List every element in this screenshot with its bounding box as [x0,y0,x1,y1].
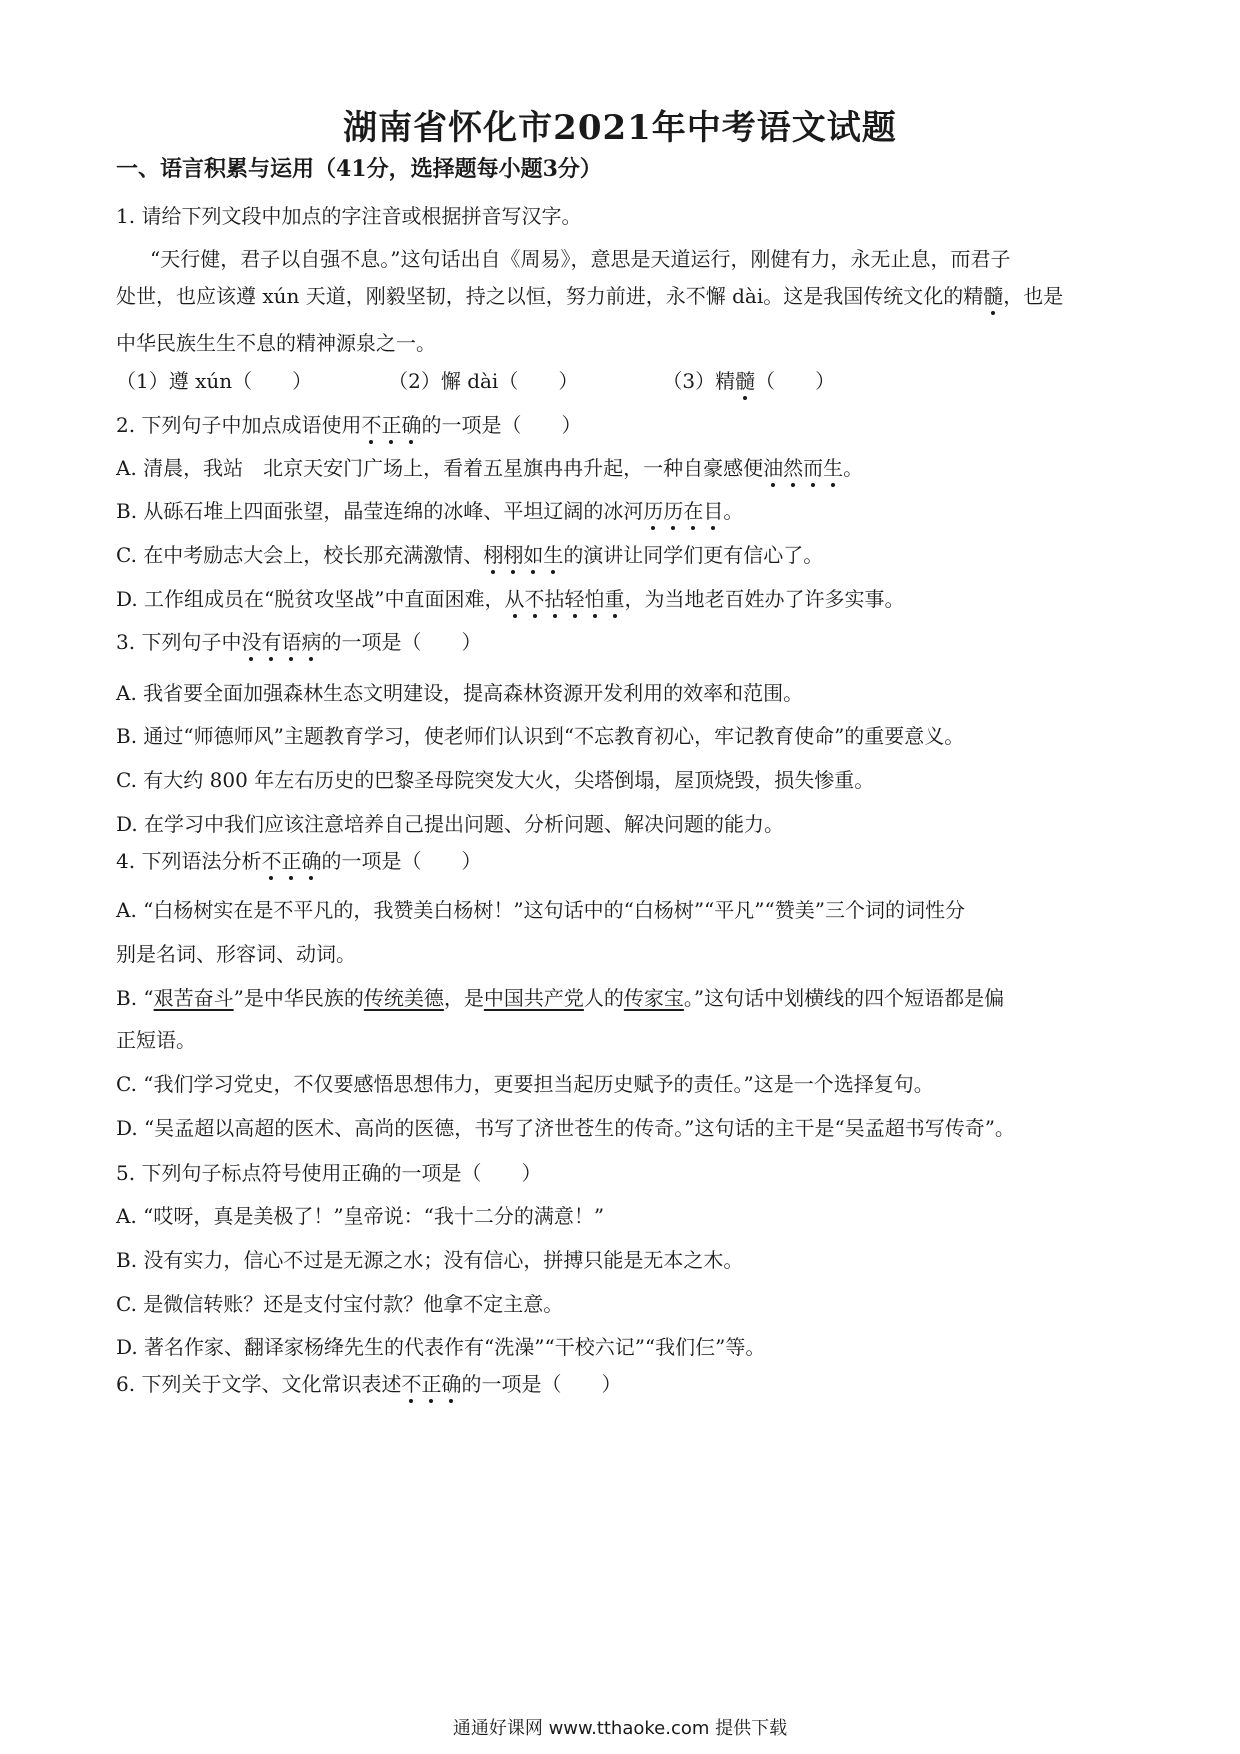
page-title: 湖南省怀化市2021年中考语文试题 [343,108,897,148]
q1-passage-line-1: “天行健，君子以自强不息。”这句话出自《周易》，意思是天道运行，刚健有力，永无止息，而君子 [150,247,1011,271]
q4-option-b-line-2: 正短语。 [116,1028,196,1052]
q2-option-a: A. 清晨，我站 北京天安门广场上，看着五星旗冉冉升起，一种自豪感便油然而生。 [116,456,864,480]
q3-option-b: B. 通过“师德师风”主题教育学习，使老师们认识到“不忘教育初心，牢记教育使命”的重要意义。 [116,724,965,748]
q4-option-d: D. “吴孟超以高超的医术、高尚的医德，书写了济世苍生的传奇。”这句话的主干是“吴孟超书写传奇”。 [116,1116,1015,1140]
q2-option-c: C. 在中考励志大会上，校长那充满激情、栩栩如生的演讲让同学们更有信心了。 [116,543,824,567]
question-4-stem: 4. 下列语法分析不正确的一项是（ ） [116,849,482,873]
q1-passage-line-3: 中华民族生生不息的精神源泉之一。 [116,331,436,355]
q3-option-a: A. 我省要全面加强森林生态文明建设，提高森林资源开发利用的效率和范围。 [116,681,804,705]
question-2-stem: 2. 下列句子中加点成语使用不正确的一项是（ ） [116,413,582,437]
q1-item-3: （3）精髓（ ） [662,369,836,393]
question-5-stem: 5. 下列句子标点符号使用正确的一项是（ ） [116,1161,542,1185]
question-6-stem: 6. 下列关于文学、文化常识表述不正确的一项是（ ） [116,1372,622,1396]
q5-option-c: C. 是微信转账？还是支付宝付款？他拿不定主意。 [116,1292,564,1316]
q1-item-1: （1）遵 xún（ ） [116,369,313,393]
q1-passage-line-2: 处世，也应该遵 xún 天道，刚毅坚韧，持之以恒，努力前进，永不懈 dài。这是我国传统文化的精髓，也是 [116,284,1064,308]
q4-option-a-line-1: A. “白杨树实在是不平凡的，我赞美白杨树！”这句话中的“白杨树”“平凡”“赞美”三个词的词性分 [116,898,965,922]
q3-option-c: C. 有大约 800 年左右历史的巴黎圣母院突发大火，尖塔倒塌，屋顶烧毁，损失惨重。 [116,768,875,792]
q5-option-a: A. “哎呀，真是美极了！”皇帝说：“我十二分的满意！” [116,1204,605,1228]
question-3-stem: 3. 下列句子中没有语病的一项是（ ） [116,630,482,654]
q3-option-d: D. 在学习中我们应该注意培养自己提出问题、分析问题、解决问题的能力。 [116,812,785,836]
q4-option-a-line-2: 别是名词、形容词、动词。 [116,942,356,966]
q2-option-b: B. 从砾石堆上四面张望，晶莹连绵的冰峰、平坦辽阔的冰河历历在目。 [116,499,744,523]
q1-item-2: （2）懈 dài（ ） [388,369,579,393]
q1-answer-items [116,365,835,394]
q4-option-c: C. “我们学习党史，不仅要感悟思想伟力，更要担当起历史赋予的责任。”这是一个选择复句。 [116,1072,934,1096]
question-1-stem: 1. 请给下列文段中加点的字注音或根据拼音写汉字。 [116,204,582,228]
page-footer: 通通好课网 www.tthaoke.com 提供下载 [452,1718,788,1739]
q2-option-d: D. 工作组成员在“脱贫攻坚战”中直面困难，从不拈轻怕重，为当地老百姓办了许多实事。 [116,587,905,611]
q5-option-d: D. 著名作家、翻译家杨绛先生的代表作有“洗澡”“干校六记”“我们仨”等。 [116,1335,766,1359]
section-heading: 一、语言积累与运用（41分，选择题每小题3分） [116,156,602,182]
q4-option-b-line-1: B. “艰苦奋斗”是中华民族的传统美德，是中国共产党人的传家宝。”这句话中划横线的四个短语都是偏 [116,986,1005,1010]
q5-option-b: B. 没有实力，信心不过是无源之水；没有信心，拼搏只能是无本之木。 [116,1248,744,1272]
